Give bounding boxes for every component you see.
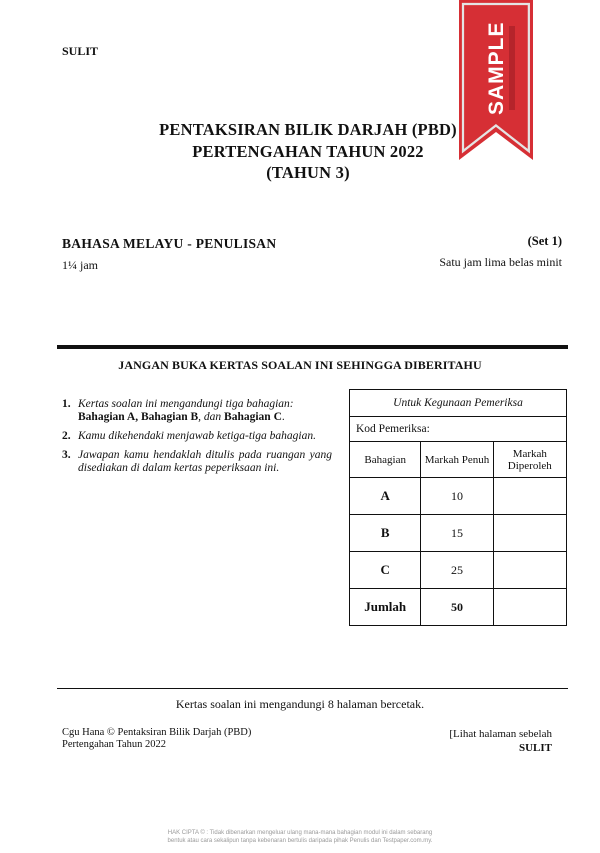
instruction-item (62, 449, 332, 475)
warning-text: JANGAN BUKA KERTAS SOALAN INI SEHINGGA DIBERITAHU (118, 358, 482, 372)
markah-penuh-cell: 50 (421, 589, 493, 626)
footer-author: Cgu Hana © Pentaksiran Bilik Darjah (PBD) (62, 727, 252, 738)
examiner-code-field[interactable]: Kod Pemeriksa: (350, 417, 567, 442)
instruction-number: 1. (62, 398, 71, 410)
instruction-number: 3. (62, 449, 71, 461)
footer-exam-name: Pertengahan Tahun 2022 (62, 739, 167, 750)
markah-diperoleh-cell[interactable] (493, 589, 566, 626)
markah-penuh-cell: 10 (421, 478, 493, 515)
table-row (350, 478, 567, 515)
copyright-notice (0, 829, 600, 845)
bahagian-cell: B (350, 515, 421, 552)
divider-thick (57, 345, 568, 349)
table-row (350, 552, 567, 589)
divider-thin (57, 688, 568, 689)
instruction-item (62, 430, 332, 443)
instruction-text (78, 398, 332, 424)
instructions-list (62, 398, 332, 481)
title-line-2: PERTENGAHAN TAHUN 2022 (192, 142, 424, 161)
bahagian-cell: A (350, 478, 421, 515)
separator: . (281, 411, 285, 423)
title-line-3: (TAHUN 3) (266, 163, 350, 182)
markah-diperoleh-cell[interactable] (493, 478, 566, 515)
header-markah-penuh: Markah Penuh (421, 442, 493, 478)
instruction-text: Kamu dikehendaki menjawab ketiga-tiga bahagian. (78, 430, 316, 442)
page-count-note: Kertas soalan ini mengandungi 8 halaman bercetak. (175, 697, 425, 711)
instruction-number: 2. (62, 430, 71, 442)
examiner-table (349, 389, 567, 626)
markah-diperoleh-cell[interactable] (493, 552, 566, 589)
subject-name: BAHASA MELAYU - PENULISAN (62, 236, 277, 251)
instruction-text: Jawapan kamu hendaklah ditulis pada ruangan yang disediakan di dalam kertas peperiksaan ini. (78, 449, 332, 474)
instruction-intro: Kertas soalan ini mengandungi tiga bahagian: (78, 398, 294, 410)
footer-right (449, 727, 552, 755)
table-row (350, 515, 567, 552)
copyright-line-1: HAK CIPTA © : Tidak dibenarkan mengeluar ulang mana-mana bahagian modul ini dalam sebarang (167, 830, 433, 836)
markah-penuh-cell: 25 (421, 552, 493, 589)
sulit-header: SULIT (62, 44, 99, 58)
part-c-label: Bahagian C (224, 411, 282, 423)
part-b-label: Bahagian B (140, 411, 199, 423)
duration-words: Satu jam lima belas minit (439, 255, 562, 269)
separator: , dan (198, 411, 225, 423)
sample-ribbon (459, 0, 533, 160)
table-row-total (350, 589, 567, 626)
table-caption: Untuk Kegunaan Pemeriksa (350, 390, 567, 417)
header-markah-diperoleh: Markah Diperoleh (493, 442, 566, 478)
bahagian-cell: C (350, 552, 421, 589)
part-a-label: Bahagian A (78, 411, 136, 423)
set-label: (Set 1) (527, 234, 562, 248)
bahagian-cell: Jumlah (350, 589, 421, 626)
footer-left (62, 727, 251, 751)
markah-penuh-cell: 15 (421, 515, 493, 552)
duration: 1¼ jam (62, 258, 98, 272)
title-line-1: PENTAKSIRAN BILIK DARJAH (PBD) (159, 120, 457, 139)
instruction-item (62, 398, 332, 424)
sample-text: SAMPLE (485, 21, 508, 115)
markah-diperoleh-cell[interactable] (493, 515, 566, 552)
sulit-footer: SULIT (518, 742, 552, 754)
copyright-line-2: bentuk atau cara sekalipun tanpa kebenaran bertulis daripada pihak Penulis dan Testpaper.com.my. (167, 838, 433, 844)
header-bahagian: Bahagian (350, 442, 421, 478)
separator: , (135, 411, 141, 423)
next-page-note: [Lihat halaman sebelah (449, 728, 552, 740)
